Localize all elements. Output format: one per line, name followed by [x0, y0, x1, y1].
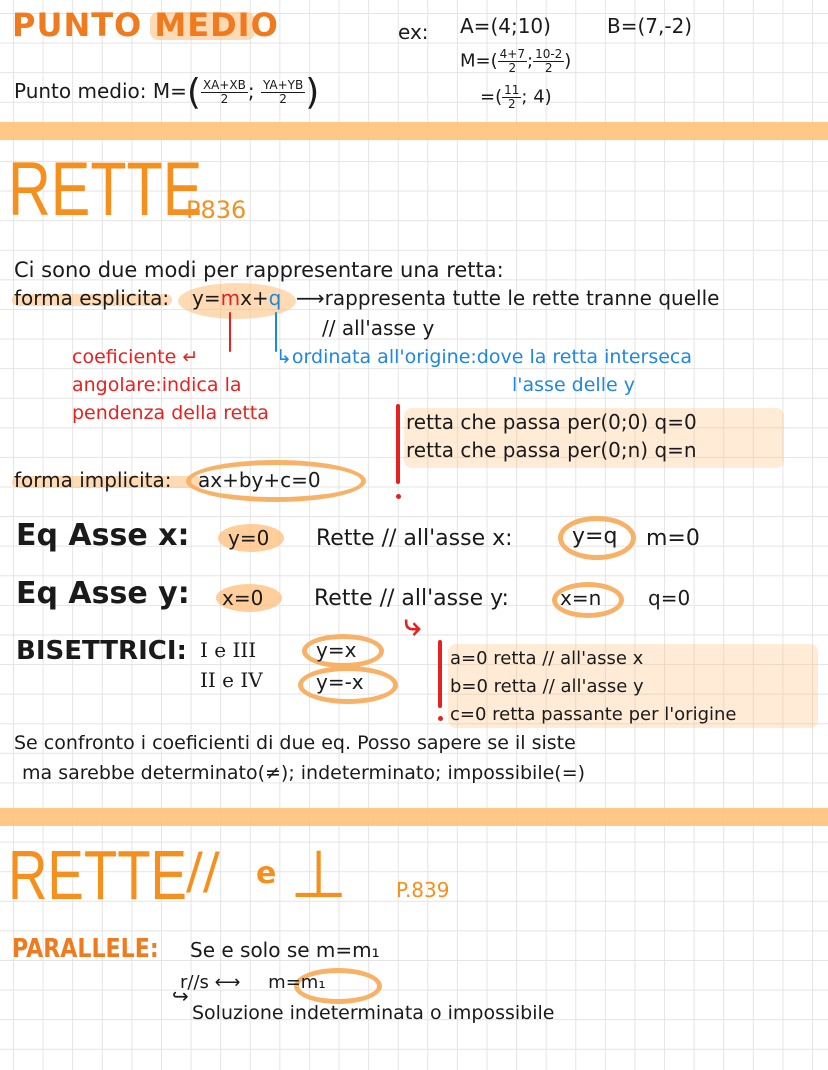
bisettrici-label: BISETTRICI:: [16, 636, 187, 666]
q-note-2: l'asse delle y: [512, 374, 635, 396]
arrow-down-right-icon: ⤷: [404, 608, 421, 643]
esplicita-desc-1: ⟶rappresenta tutte le rette tranne quelle: [296, 286, 720, 310]
rette-page: P836: [186, 196, 247, 224]
implicit-case-c: c=0 retta passante per l'origine: [450, 704, 737, 725]
example-result: =( $\frac{11}{2}$ ; 4): [480, 83, 552, 111]
m-note-1: coeficiente ↵: [72, 346, 199, 368]
rette-par-x-label: Rette // all'asse x:: [316, 526, 513, 551]
punto-medio-formula: Punto medio: M=( $\frac{XA+XB}{2}$ ; $\frac{YA+YB}{2}$ ): [14, 72, 320, 113]
curved-arrow-icon: ↪: [172, 984, 189, 1008]
implicit-case-a: a=0 retta // all'asse x: [450, 648, 644, 669]
q-cases-bar: [396, 404, 400, 484]
fraction-x: $\frac{XA+XB}{2}$: [202, 78, 246, 106]
formula-label: Punto medio:: [14, 79, 147, 103]
parallel-symbol: //: [186, 842, 220, 900]
example-midpoint: M=( $\frac{4+7}{2}$ ; $\frac{10-2}{2}$ ): [460, 47, 572, 75]
example-point-a: A=(4;10): [460, 14, 551, 38]
implicit-cases-bar: [438, 640, 442, 708]
rette-par-x-value: y=q: [572, 524, 618, 549]
arrow-left-icon: ↵: [182, 346, 199, 368]
rette-intro: Ci sono due modi per rappresentare una retta:: [14, 258, 504, 282]
m-connector: [229, 312, 231, 352]
rette-par-y-note: q=0: [648, 586, 691, 610]
perpendicular-symbol: ⊥: [290, 836, 348, 913]
esplicita-desc-2: // all'asse y: [322, 316, 435, 340]
bisettrici-quadrants-2: II e IV: [200, 668, 263, 692]
rette-par-y-value: x=n: [560, 586, 602, 610]
example-point-b: B=(7,-2): [607, 14, 693, 38]
fraction-y: $\frac{YA+YB}{2}$: [262, 78, 304, 106]
q-cases-dot: [396, 494, 401, 499]
punto-medio-title: PUNTO MEDIO: [12, 6, 279, 44]
title-e: e: [256, 856, 277, 891]
rette-par-perp-page: P.839: [396, 878, 450, 902]
eq-asse-x-value: y=0: [228, 526, 270, 550]
example-frac-y: $\frac{10-2}{2}$: [535, 47, 563, 75]
m-note-3: pendenza della retta: [72, 402, 269, 424]
section-divider-2: [0, 808, 828, 826]
example-frac-x: $\frac{4+7}{2}$: [499, 47, 525, 75]
implicit-cases-dot: [438, 716, 443, 721]
rette-title: RETTE: [8, 147, 203, 232]
esplicita-formula: y=mx+q: [192, 286, 282, 310]
m-note-2: angolare:indica la: [72, 374, 242, 396]
parallele-label: PARALLELE:: [12, 934, 159, 964]
example-label: ex:: [398, 20, 429, 44]
bisettrici-quadrants-1: I e III: [200, 638, 257, 662]
formula-m: M=: [152, 79, 187, 103]
q-case-2: retta che passa per(0;n) q=n: [406, 438, 697, 462]
rette-par-x-note: m=0: [646, 526, 700, 551]
confronto-line-1: Se confronto i coeficienti di due eq. Posso sapere se il siste: [14, 732, 576, 754]
section-divider: [0, 122, 828, 140]
q-note-1: ↳ordinata all'origine:dove la retta interseca: [276, 346, 693, 368]
bisettrici-eq-1: y=x: [316, 638, 357, 662]
confronto-line-2: ma sarebbe determinato(≠); indeterminato; impossibile(=): [22, 762, 586, 784]
implicita-formula: ax+by+c=0: [198, 468, 321, 492]
eq-asse-x-label: Eq Asse x:: [16, 518, 190, 553]
rette-par-perp-title: RETTE: [8, 836, 187, 914]
eq-asse-y-label: Eq Asse y:: [16, 576, 190, 611]
example-result-frac: $\frac{11}{2}$: [504, 83, 520, 111]
rette-par-y-label: Rette // all'asse y:: [314, 586, 509, 611]
q-case-1: retta che passa per(0;0) q=0: [406, 410, 697, 434]
eq-asse-y-value: x=0: [222, 586, 264, 610]
parallele-condition: Se e solo se m=m₁: [190, 938, 380, 962]
implicit-case-b: b=0 retta // all'asse y: [450, 676, 644, 697]
parallele-solution: Soluzione indeterminata o impossibile: [192, 1002, 555, 1024]
esplicita-label: forma esplicita:: [14, 286, 170, 310]
bisettrici-eq-2: y=-x: [316, 670, 364, 694]
implicita-label: forma implicita:: [14, 468, 172, 492]
parallele-iff: r//s ⟷ m=m₁: [180, 972, 326, 993]
